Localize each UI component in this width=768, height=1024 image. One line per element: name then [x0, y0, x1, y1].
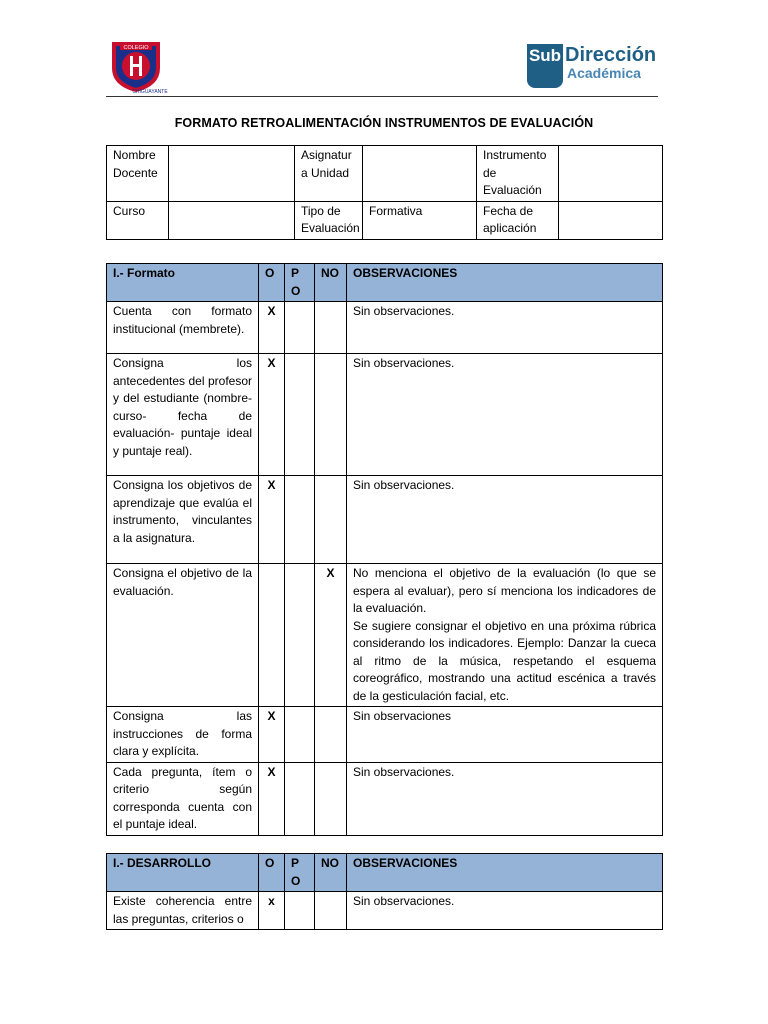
observaciones-cell[interactable]: No menciona el objetivo de la evaluación (lo que se espera al evaluar), pero sí menciona los indicadores de la evaluación. Se sugiere consignar el objetivo en una próxima rúbrica considerando los indicadores. Ejemplo: Danzar la cueca al ritmo de la música, respetando el esquema coreográfico, mostrando una actitud escénica a través de la gesticulación facial, etc. [347, 564, 663, 707]
o-mark-cell[interactable]: x [259, 892, 285, 930]
observaciones-cell[interactable]: Sin observaciones. [347, 476, 663, 564]
po-mark-cell[interactable] [285, 707, 315, 763]
observaciones-cell[interactable]: Sin observaciones [347, 707, 663, 763]
info-table [106, 145, 663, 240]
po-mark-cell[interactable] [285, 892, 315, 930]
o-mark-cell[interactable]: X [259, 354, 285, 476]
formato-header-observaciones: OBSERVACIONES [347, 264, 663, 302]
observaciones-cell[interactable]: Sin observaciones. [347, 302, 663, 354]
po-mark-cell[interactable] [285, 564, 315, 707]
instrumento-label: Instrumento de Evaluación [477, 146, 559, 202]
crest-top-text: COLEGIO [123, 45, 149, 51]
table-row [107, 564, 663, 707]
fecha-aplicacion-field[interactable] [559, 201, 663, 239]
o-mark-cell[interactable]: X [259, 302, 285, 354]
desarrollo-header-no: NO [315, 854, 347, 892]
brand-sub-badge: Sub [527, 44, 563, 88]
school-crest-logo [106, 38, 168, 94]
crest-bottom-text: CHIGUAYANTE [132, 89, 168, 94]
no-mark-cell[interactable] [315, 302, 347, 354]
desarrollo-header-po: P O [285, 854, 315, 892]
formato-header-po: P O [285, 264, 315, 302]
fecha-aplicacion-label: Fecha de aplicación [477, 201, 559, 239]
nombre-docente-label: Nombre Docente [107, 146, 169, 202]
observaciones-cell[interactable]: Sin observaciones. [347, 762, 663, 835]
po-mark-cell[interactable] [285, 476, 315, 564]
no-mark-cell[interactable]: X [315, 564, 347, 707]
desarrollo-header-observaciones: OBSERVACIONES [347, 854, 663, 892]
o-mark-cell[interactable] [259, 564, 285, 707]
no-mark-cell[interactable] [315, 892, 347, 930]
table-row [107, 892, 663, 930]
observaciones-cell[interactable]: Sin observaciones. [347, 354, 663, 476]
desarrollo-table [106, 853, 663, 930]
o-mark-cell[interactable]: X [259, 762, 285, 835]
curso-field[interactable] [169, 201, 295, 239]
formato-header-no: NO [315, 264, 347, 302]
nombre-docente-field[interactable] [169, 146, 295, 202]
asignatura-label: Asignatur a Unidad [295, 146, 363, 202]
o-mark-cell[interactable]: X [259, 476, 285, 564]
no-mark-cell[interactable] [315, 354, 347, 476]
tipo-evaluacion-label: Tipo de Evaluación [295, 201, 363, 239]
criterio-cell[interactable]: Consigna los antecedentes del profesor y del estudiante (nombre- curso- fecha de evaluación- puntaje ideal y puntaje real). [107, 354, 259, 476]
asignatura-field[interactable] [363, 146, 477, 202]
criterio-cell[interactable]: Consigna el objetivo de la evaluación. [107, 564, 259, 707]
po-mark-cell[interactable] [285, 302, 315, 354]
criterio-cell[interactable]: Cuenta con formato institucional (membrete). [107, 302, 259, 354]
table-row [107, 762, 663, 835]
criterio-cell[interactable]: Existe coherencia entre las preguntas, criterios o [107, 892, 259, 930]
subdireccion-academica-logo [527, 44, 657, 92]
po-mark-cell[interactable] [285, 762, 315, 835]
formato-header-o: O [259, 264, 285, 302]
criterio-cell[interactable]: Cada pregunta, ítem o criterio según corresponda cuenta con el puntaje ideal. [107, 762, 259, 835]
table-row [107, 476, 663, 564]
observaciones-cell[interactable]: Sin observaciones. [347, 892, 663, 930]
po-mark-cell[interactable] [285, 354, 315, 476]
criterio-cell[interactable]: Consigna los objetivos de aprendizaje que evalúa el instrumento, vinculantes a la asignatura. [107, 476, 259, 564]
instrumento-field[interactable] [559, 146, 663, 202]
header-divider [106, 96, 658, 97]
brand-academica-text: Académica [567, 65, 641, 81]
formato-table [106, 263, 663, 836]
table-row [107, 354, 663, 476]
o-mark-cell[interactable]: X [259, 707, 285, 763]
criterio-cell[interactable]: Consigna las instrucciones de forma clara y explícita. [107, 707, 259, 763]
brand-direccion-text: Dirección [565, 44, 657, 66]
table-row [107, 302, 663, 354]
tipo-evaluacion-field[interactable]: Formativa [363, 201, 477, 239]
desarrollo-header-criterio: I.- DESARROLLO [107, 854, 259, 892]
curso-label: Curso [107, 201, 169, 239]
desarrollo-header-o: O [259, 854, 285, 892]
formato-header-criterio: I.- Formato [107, 264, 259, 302]
document-title: FORMATO RETROALIMENTACIÓN INSTRUMENTOS DE EVALUACIÓN [174, 116, 594, 130]
no-mark-cell[interactable] [315, 707, 347, 763]
table-row [107, 707, 663, 763]
no-mark-cell[interactable] [315, 476, 347, 564]
no-mark-cell[interactable] [315, 762, 347, 835]
